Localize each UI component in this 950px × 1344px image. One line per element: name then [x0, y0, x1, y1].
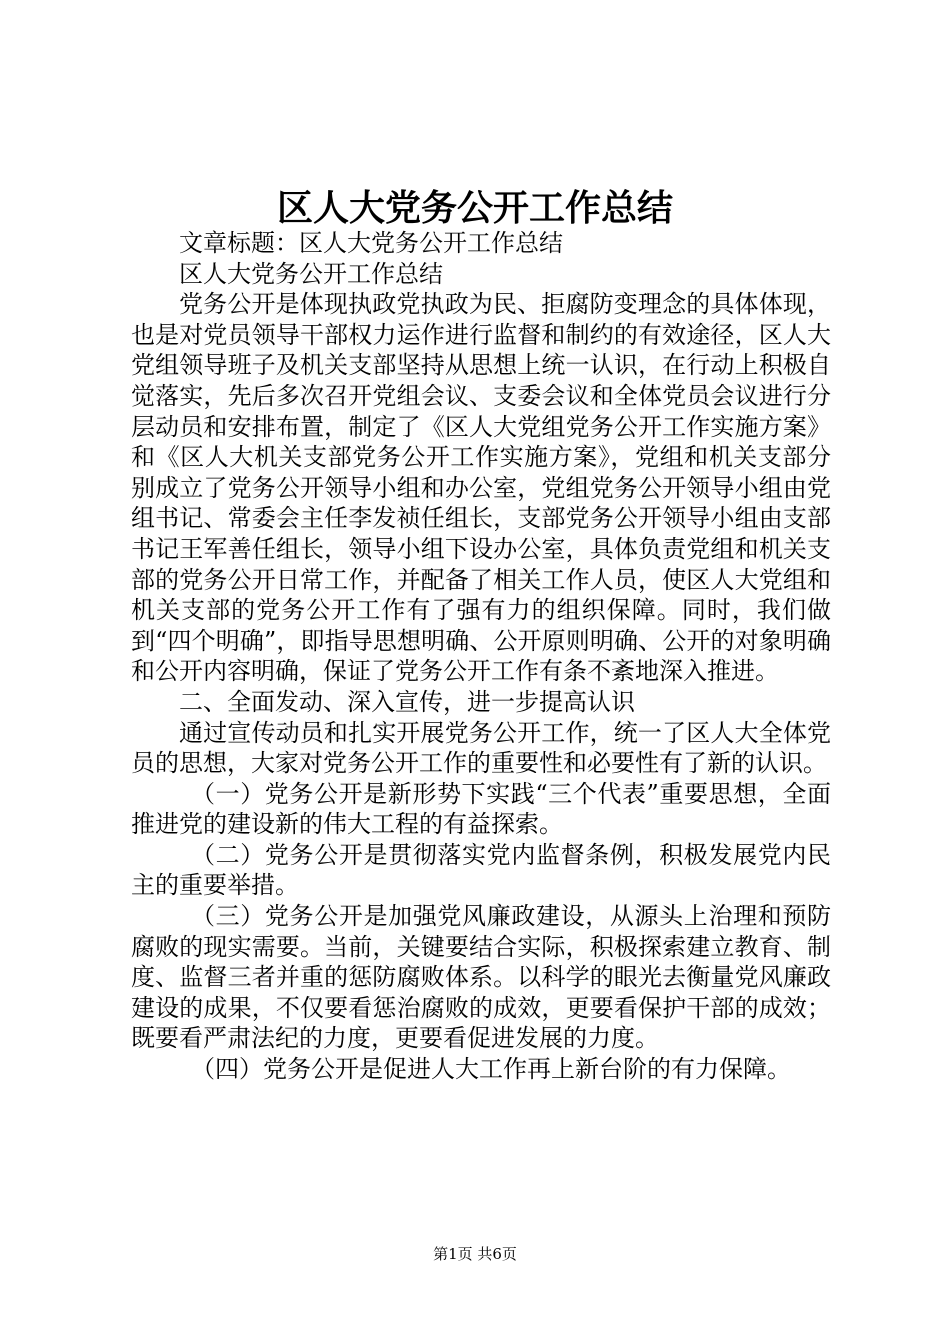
document-body — [131, 228, 831, 1085]
list-item: （四）党务公开是促进人大工作再上新台阶的有力保障。 — [191, 1055, 791, 1084]
article-title-line: 文章标题：区人大党务公开工作总结 — [179, 229, 563, 257]
section-heading: 二、全面发动、深入宣传，进一步提高认识 — [179, 687, 635, 716]
document-title: 区人大党务公开工作总结 — [276, 187, 673, 229]
subtitle-line: 区人大党务公开工作总结 — [179, 259, 443, 288]
list-item: （一）党务公开是新形势下实践“三个代表”重要思想，全面推进党的建设新的伟大工程的有益探索。 — [131, 779, 831, 839]
list-item: （三）党务公开是加强党风廉政建设，从源头上治理和预防腐败的现实需要。当前，关键要结合实际，积极探索建立教育、制度、监督三者并重的惩防腐败体系。以科学的眼光去衡量党风廉政建设的成果，不仅要看惩治腐败的成效，更要看保护干部的成效；既要看严肃法纪的力度，更要看促进发展的力度。 — [131, 902, 831, 1053]
body-paragraph: 通过宣传动员和扎实开展党务公开工作，统一了区人大全体党员的思想，大家对党务公开工作的重要性和必要性有了新的认识。 — [131, 718, 831, 778]
list-item: （二）党务公开是贯彻落实党内监督条例，积极发展党内民主的重要举措。 — [131, 840, 831, 900]
body-paragraph: 党务公开是体现执政党执政为民、拒腐防变理念的具体体现，也是对党员领导干部权力运作进行监督和制约的有效途径，区人大党组领导班子及机关支部坚持从思想上统一认识，在行动上积极自觉落实，先后多次召开党组会议、支委会议和全体党员会议进行分层动员和安排布置，制定了《区人大党组党务公开工作实施方案》和《区人大机关支部党务公开工作实施方案》，党组和机关支部分别成立了党务公开领导小组和办公室，党组党务公开领导小组由党组书记、常委会主任李发祯任组长，支部党务公开领导小组由支部书记王军善任组长，领导小组下设办公室，具体负责党组和机关支部的党务公开日常工作，并配备了相关工作人员，使区人大党组和机关支部的党务公开工作有了强有力的组织保障。同时，我们做到“四个明确”，即指导思想明确、公开原则明确、公开的对象明确和公开内容明确，保证了党务公开工作有条不紊地深入推进。 — [131, 290, 831, 686]
page-footer: 第1页 共6页 — [433, 1245, 517, 1263]
